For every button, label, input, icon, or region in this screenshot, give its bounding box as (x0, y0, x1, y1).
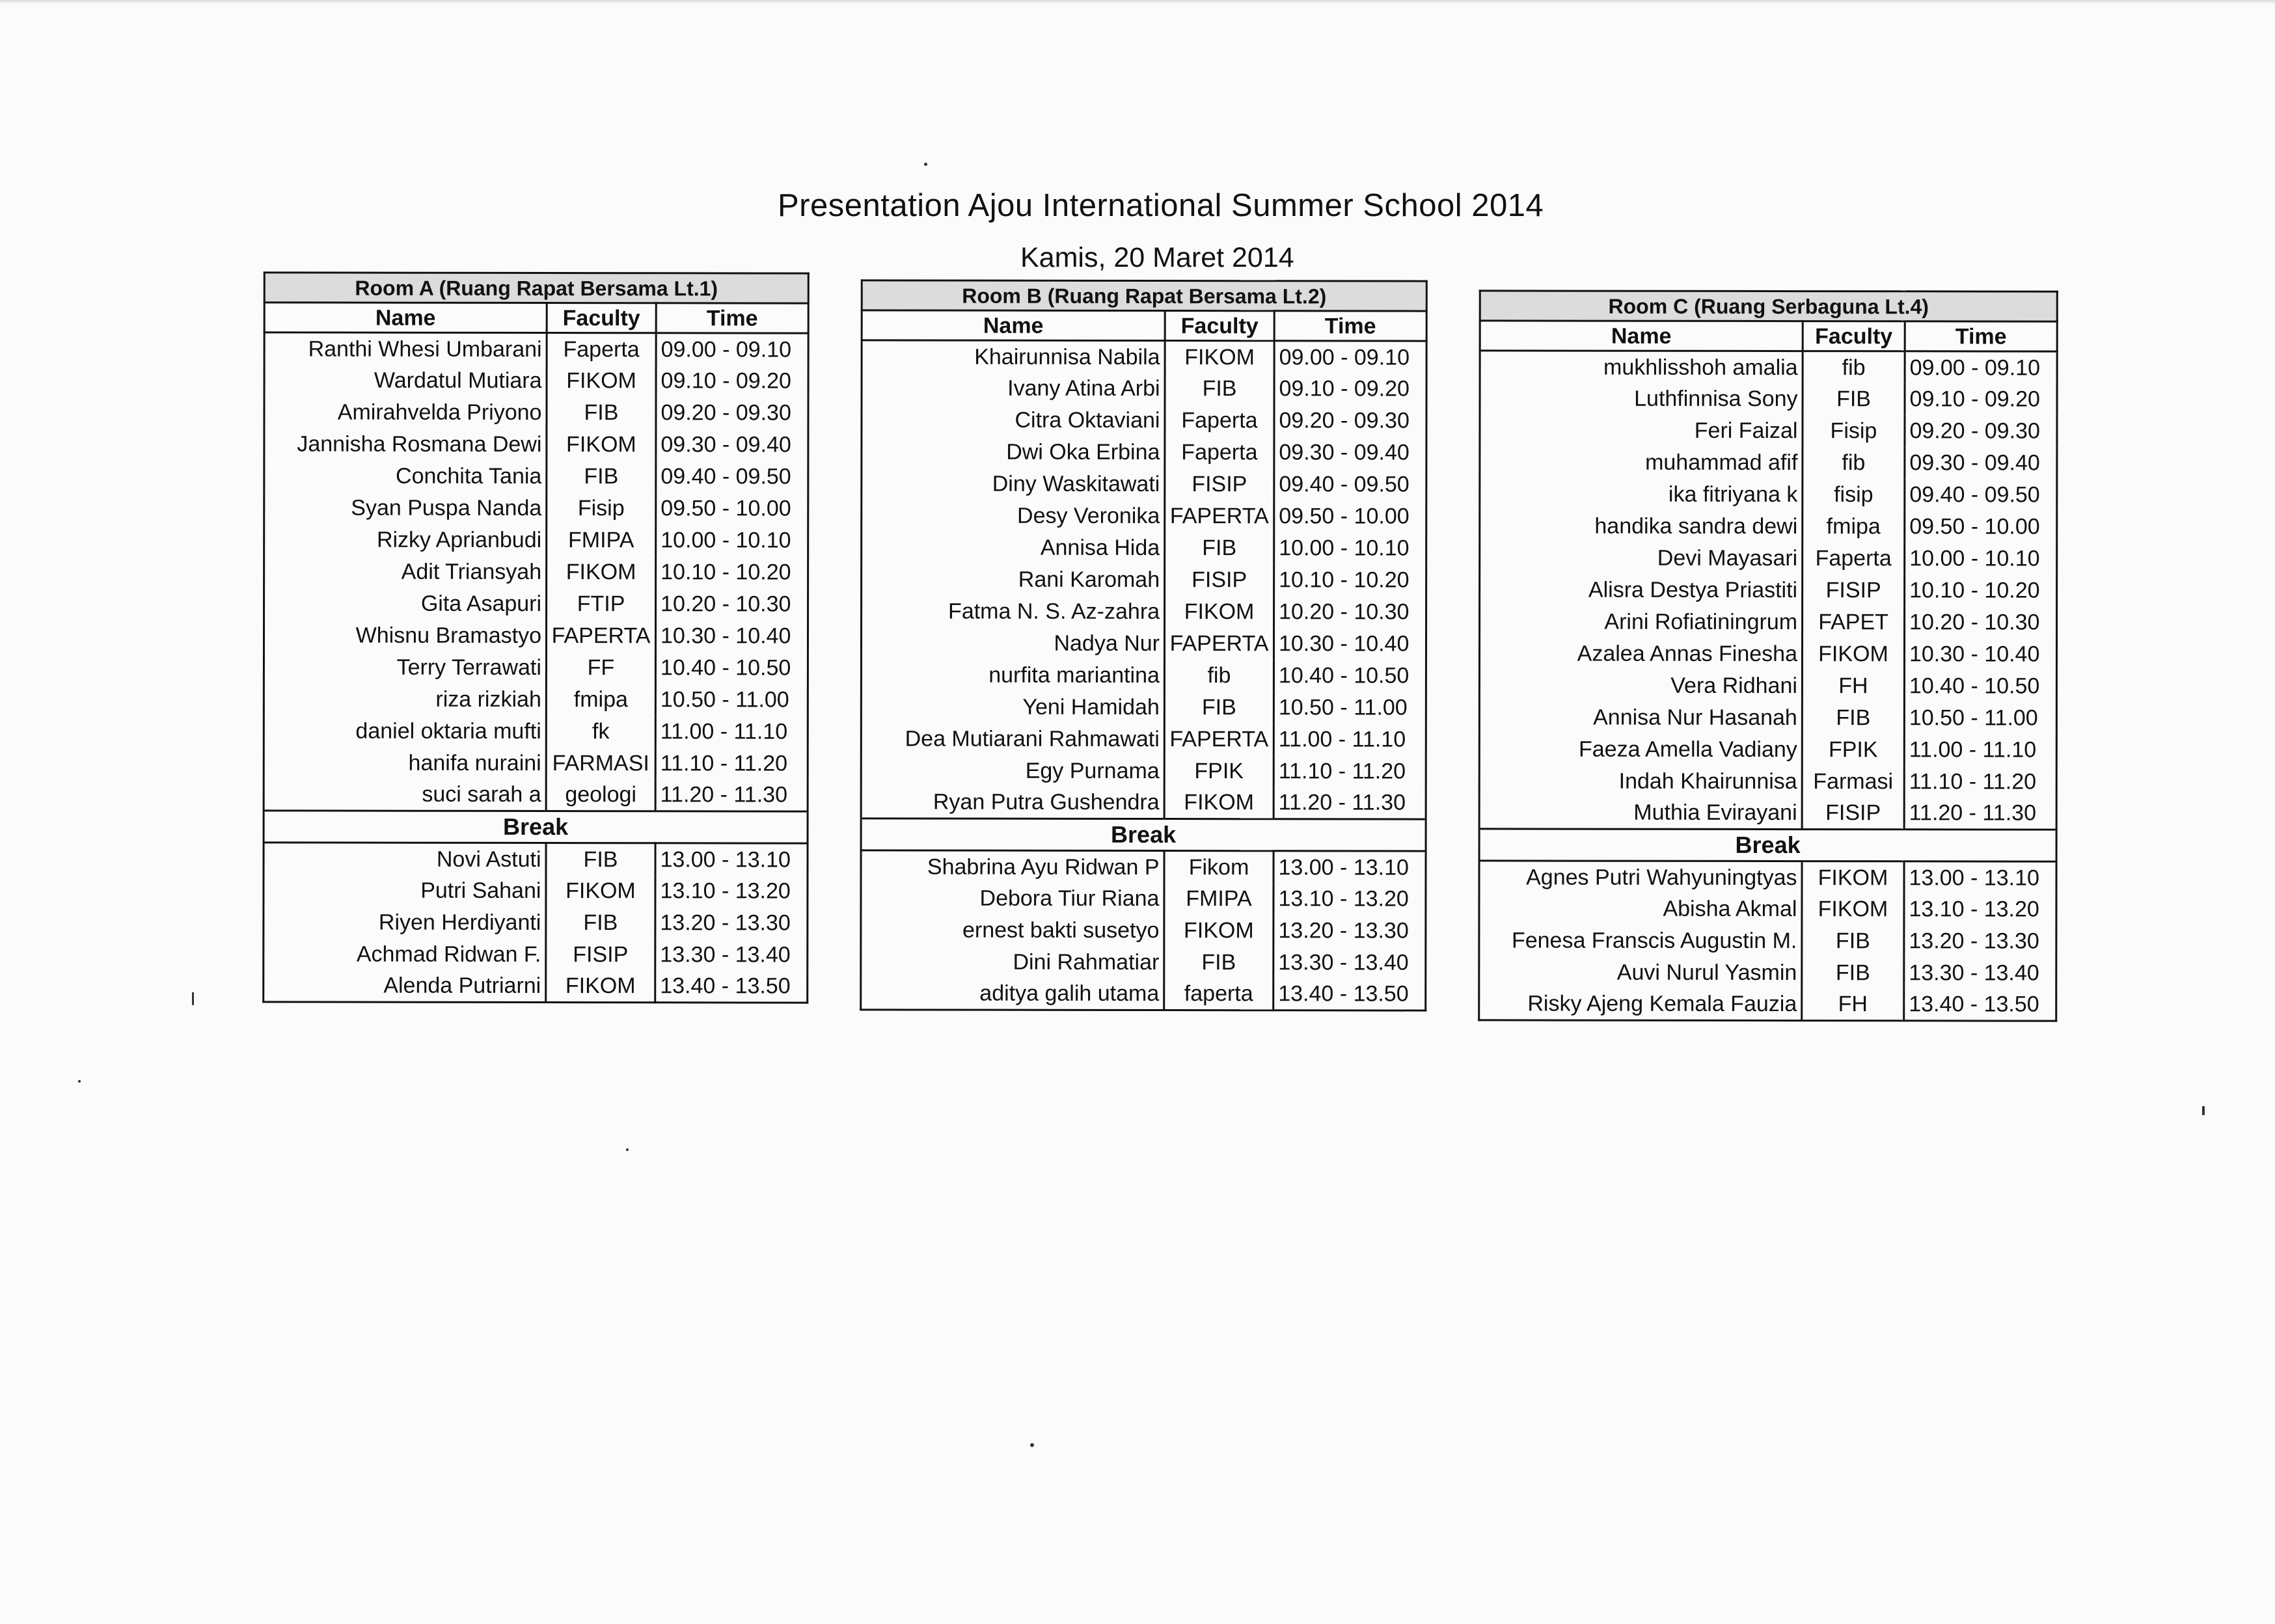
column-header-name: Name (1480, 321, 1803, 351)
schedule-row (862, 563, 1426, 596)
presenter-name: Annisa Nur Hasanah (1479, 701, 1802, 734)
presentation-time: 09.50 - 10.00 (656, 493, 808, 524)
presenter-faculty: FIKOM (1802, 861, 1904, 893)
presenter-faculty: FISIP (1165, 468, 1274, 500)
break-label: Break (861, 819, 1426, 851)
presenter-name: Rani Karomah (862, 563, 1165, 596)
presenter-faculty: FAPERTA (1164, 628, 1274, 660)
schedule-row (264, 874, 808, 907)
presentation-time: 11.20 - 11.30 (1904, 798, 2056, 830)
presenter-name: Dwi Oka Erbina (862, 436, 1165, 468)
schedule-row (1480, 446, 2057, 479)
presenter-name: Nadya Nur (861, 627, 1164, 660)
schedule-row (1479, 988, 2056, 1021)
presenter-faculty: Faperta (1165, 437, 1274, 468)
presenter-faculty: faperta (1164, 979, 1274, 1010)
schedule-row (1479, 701, 2056, 734)
presenter-name: Ivany Atina Arbi (862, 372, 1165, 405)
schedule-row (1479, 670, 2056, 702)
presentation-time: 11.00 - 11.10 (1904, 734, 2056, 766)
break-row (861, 819, 1426, 851)
column-header-row (264, 303, 808, 333)
presentation-time: 10.20 - 10.30 (1905, 606, 2057, 638)
presenter-name: Syan Puspa Nanda (264, 492, 547, 524)
column-header-faculty: Faculty (1803, 321, 1905, 351)
schedule-row (1479, 893, 2056, 925)
presenter-faculty: FH (1802, 989, 1904, 1021)
room-header-row (862, 280, 1426, 311)
presenter-name: Risky Ajeng Kemala Fauzia (1479, 988, 1802, 1021)
presenter-name: Devi Mayasari (1480, 542, 1803, 575)
presenter-name: Auvi Nurul Yasmin (1479, 956, 1802, 989)
presenter-name: riza rizkiah (264, 683, 546, 716)
presenter-faculty: Farmasi (1802, 766, 1904, 798)
presentation-time: 13.40 - 13.50 (655, 971, 808, 1003)
presentation-time: 13.30 - 13.40 (655, 939, 808, 971)
room-label: Room B (Ruang Rapat Bersama Lt.2) (862, 280, 1426, 311)
presentation-time: 10.40 - 10.50 (1904, 670, 2056, 702)
presenter-name: handika sandra dewi (1480, 510, 1803, 543)
presenter-faculty: FAPERTA (546, 620, 655, 652)
presenter-faculty: FIB (547, 461, 656, 493)
presenter-name: Whisnu Bramastyo (264, 619, 546, 652)
scan-speck (626, 1148, 629, 1151)
presenter-name: nurfita mariantina (861, 659, 1164, 692)
schedule-row (1479, 956, 2056, 989)
presenter-name: Alisra Destya Priastiti (1480, 574, 1803, 606)
break-row (264, 811, 808, 843)
document-date: Kamis, 20 Maret 2014 (1020, 242, 1294, 273)
presentation-time: 13.00 - 13.10 (1274, 851, 1426, 883)
presenter-faculty: FF (546, 652, 655, 684)
presenter-faculty: FISIP (1803, 575, 1905, 606)
schedule-row (264, 715, 808, 748)
presenter-faculty: FIB (1802, 702, 1904, 734)
schedule-row (862, 595, 1426, 628)
presentation-time: 11.10 - 11.20 (1274, 755, 1426, 787)
presenter-faculty: FIB (546, 843, 655, 875)
presenter-name: Desy Veronika (862, 500, 1165, 532)
room-b-table (860, 279, 1428, 1011)
presenter-name: Wardatul Mutiara (264, 364, 547, 397)
presenter-faculty: FPIK (1164, 755, 1274, 787)
presenter-faculty: FIKOM (546, 875, 655, 907)
presenter-faculty: FIKOM (1802, 638, 1904, 670)
presenter-faculty: fmipa (1803, 511, 1905, 543)
presenter-faculty: FIB (1165, 373, 1274, 405)
presentation-time: 10.20 - 10.30 (1274, 596, 1426, 628)
presenter-name: suci sarah a (264, 779, 546, 811)
presentation-time: 09.20 - 09.30 (656, 397, 808, 429)
presenter-name: Fatma N. S. Az-zahra (862, 595, 1165, 628)
presenter-name: muhammad afif (1480, 446, 1803, 479)
break-row (1479, 829, 2056, 861)
presenter-faculty: Faperta (1803, 543, 1905, 575)
presentation-time: 09.00 - 09.10 (1274, 341, 1426, 373)
schedule-row (264, 683, 808, 716)
presenter-faculty: fib (1803, 447, 1905, 479)
presenter-faculty: FIKOM (1165, 341, 1274, 373)
presenter-name: Putri Sahani (264, 874, 546, 907)
presentation-time: 10.30 - 10.40 (1904, 638, 2056, 670)
presenter-name: Ranthi Whesi Umbarani (264, 332, 547, 365)
presenter-name: Dini Rahmatiar (861, 946, 1164, 979)
presenter-faculty: FMIPA (547, 524, 656, 556)
presentation-time: 09.50 - 10.00 (1905, 511, 2057, 543)
schedule-row (862, 404, 1426, 437)
presenter-name: Muthia Evirayani (1479, 797, 1802, 830)
column-header-faculty: Faculty (547, 303, 656, 333)
presenter-name: Feri Faizal (1480, 414, 1803, 447)
presenter-faculty: FIB (547, 397, 656, 429)
schedule-row (861, 659, 1426, 692)
presenter-name: Novi Astuti (264, 843, 546, 875)
presenter-faculty: FIB (1164, 947, 1274, 979)
presentation-time: 13.40 - 13.50 (1274, 979, 1426, 1010)
schedule-row (861, 946, 1426, 979)
schedule-row (861, 850, 1426, 883)
schedule-row (862, 468, 1426, 500)
presenter-faculty: Faperta (1165, 405, 1274, 437)
schedule-row (264, 779, 808, 811)
presenter-faculty: Fisip (1803, 415, 1905, 447)
presentation-time: 09.30 - 09.40 (1274, 437, 1426, 468)
presentation-time: 13.40 - 13.50 (1904, 989, 2056, 1021)
presentation-time: 10.50 - 11.00 (655, 684, 808, 716)
column-header-name: Name (264, 303, 547, 333)
presenter-faculty: FISIP (1802, 798, 1904, 830)
schedule-row (861, 882, 1426, 915)
presenter-faculty: FISIP (546, 939, 655, 971)
schedule-row (1479, 797, 2056, 830)
schedule-row (264, 906, 808, 939)
schedule-row (861, 627, 1426, 660)
presentation-time: 10.30 - 10.40 (1274, 628, 1426, 660)
schedule-row (862, 340, 1426, 373)
break-label: Break (1479, 829, 2056, 861)
presenter-faculty: FH (1802, 670, 1904, 702)
schedule-row (264, 428, 808, 461)
room-header-row (264, 273, 808, 303)
presentation-time: 13.20 - 13.30 (1274, 915, 1426, 947)
presentation-time: 10.50 - 11.00 (1274, 692, 1426, 724)
presenter-faculty: FIKOM (1802, 893, 1904, 925)
presenter-faculty: fk (546, 716, 655, 748)
presentation-time: 10.10 - 10.20 (1905, 575, 2057, 606)
presentation-time: 13.20 - 13.30 (1904, 925, 2056, 957)
scan-edge (0, 0, 2275, 4)
presenter-name: Riyen Herdiyanti (264, 906, 546, 939)
presenter-name: Yeni Hamidah (861, 691, 1164, 724)
presenter-name: Rizky Aprianbudi (264, 524, 547, 556)
presenter-faculty: FIKOM (1164, 915, 1274, 947)
schedule-row (1479, 638, 2056, 670)
schedule-row (861, 755, 1426, 787)
presenter-name: hanifa nuraini (264, 747, 546, 779)
presenter-faculty: FIB (1164, 692, 1274, 724)
presentation-time: 09.30 - 09.40 (656, 429, 808, 461)
schedule-row (264, 747, 808, 779)
break-label: Break (264, 811, 808, 843)
presenter-faculty: FIB (546, 907, 655, 939)
schedule-row (1480, 383, 2057, 415)
presentation-time: 11.20 - 11.30 (1274, 787, 1426, 819)
presenter-faculty: FIKOM (547, 429, 656, 461)
schedule-row (264, 396, 808, 429)
presenter-faculty: FAPET (1803, 606, 1905, 638)
presenter-name: Khairunnisa Nabila (862, 340, 1165, 373)
presentation-time: 13.30 - 13.40 (1274, 947, 1426, 979)
room-header-row (1480, 291, 2057, 321)
column-header-row (1480, 321, 2057, 351)
presentation-time: 13.10 - 13.20 (1904, 893, 2056, 925)
presentation-time: 11.00 - 11.10 (1274, 724, 1426, 755)
presenter-name: Conchita Tania (264, 460, 547, 493)
presenter-name: Ryan Putra Gushendra (861, 787, 1164, 819)
presenter-name: Azalea Annas Finesha (1479, 638, 1802, 670)
presentation-time: 09.30 - 09.40 (1905, 447, 2057, 479)
scan-speck (1030, 1443, 1034, 1447)
schedule-row (264, 938, 808, 971)
presenter-name: Citra Oktaviani (862, 404, 1165, 437)
presentation-time: 11.10 - 11.20 (1904, 766, 2056, 798)
schedule-row (264, 843, 808, 875)
presenter-name: Abisha Akmal (1479, 893, 1802, 925)
presentation-time: 10.40 - 10.50 (1274, 660, 1426, 692)
schedule-row (1480, 606, 2057, 638)
schedule-row (862, 436, 1426, 468)
presentation-time: 11.20 - 11.30 (655, 779, 808, 811)
schedule-row (264, 619, 808, 652)
presenter-faculty: FIB (1165, 532, 1274, 564)
column-header-name: Name (862, 310, 1165, 341)
schedule-row (1479, 861, 2056, 893)
presentation-time: 13.00 - 13.10 (1904, 861, 2056, 893)
presenter-name: Diny Waskitawati (862, 468, 1165, 500)
presenter-faculty: FIB (1803, 383, 1905, 415)
presenter-name: Terry Terrawati (264, 651, 546, 684)
presenter-name: Amirahvelda Priyono (264, 396, 547, 429)
schedule-row (861, 723, 1426, 755)
presentation-time: 10.00 - 10.10 (1274, 532, 1426, 564)
column-header-time: Time (1905, 321, 2057, 351)
presenter-name: Annisa Hida (862, 532, 1165, 564)
presentation-time: 09.40 - 09.50 (656, 461, 808, 493)
presenter-name: Adit Triansyah (264, 556, 547, 588)
presentation-time: 10.10 - 10.20 (656, 556, 808, 588)
schedule-row (861, 691, 1426, 724)
column-header-faculty: Faculty (1165, 311, 1274, 341)
column-header-row (862, 310, 1426, 341)
presentation-time: 10.20 - 10.30 (656, 588, 808, 620)
room-c-table (1478, 290, 2058, 1022)
presenter-faculty: FIKOM (547, 365, 656, 397)
presentation-time: 11.10 - 11.20 (655, 748, 808, 779)
schedule-row (264, 460, 808, 493)
room-label: Room C (Ruang Serbaguna Lt.4) (1480, 291, 2057, 321)
schedule-row (264, 556, 808, 588)
schedule-row (1479, 925, 2056, 957)
presenter-name: Egy Purnama (861, 755, 1164, 787)
presenter-name: Shabrina Ayu Ridwan P (861, 850, 1164, 883)
room-a-table (262, 271, 810, 1003)
presenter-faculty: FAPERTA (1165, 500, 1274, 532)
schedule-row (862, 532, 1426, 564)
presentation-time: 09.10 - 09.20 (656, 365, 808, 397)
presenter-faculty: FIKOM (546, 971, 655, 1003)
presenter-name: Luthfinnisa Sony (1480, 383, 1803, 415)
presenter-faculty: fmipa (546, 684, 655, 716)
presenter-name: Vera Ridhani (1479, 670, 1802, 702)
presentation-time: 09.00 - 09.10 (656, 333, 808, 365)
document-title: Presentation Ajou International Summer School 2014 (778, 188, 1544, 223)
presenter-name: Agnes Putri Wahyuningtyas (1479, 861, 1802, 893)
column-header-time: Time (1274, 311, 1426, 341)
schedule-row (1480, 414, 2057, 447)
presentation-time: 09.00 - 09.10 (1905, 351, 2057, 383)
presentation-time: 13.20 - 13.30 (655, 907, 808, 939)
presenter-name: Faeza Amella Vadiany (1479, 733, 1802, 766)
presenter-name: ika fitriyana k (1480, 478, 1803, 511)
presenter-name: Fenesa Franscis Augustin M. (1479, 925, 1802, 957)
schedule-row (264, 651, 808, 684)
schedule-row (264, 588, 808, 620)
presentation-time: 10.00 - 10.10 (656, 524, 808, 556)
room-label: Room A (Ruang Rapat Bersama Lt.1) (264, 273, 808, 303)
schedule-row (1480, 478, 2057, 511)
schedule-row (264, 364, 808, 397)
schedule-row (861, 978, 1426, 1010)
presentation-time: 13.10 - 13.20 (1274, 883, 1426, 915)
schedule-row (264, 332, 808, 365)
scan-speck (2202, 1106, 2205, 1115)
presenter-faculty: fib (1803, 351, 1905, 383)
presenter-faculty: fib (1164, 660, 1274, 692)
presentation-time: 09.10 - 09.20 (1274, 373, 1426, 405)
presentation-time: 09.20 - 09.30 (1905, 415, 2057, 447)
scan-speck (924, 163, 927, 166)
schedule-row (1480, 542, 2057, 575)
presentation-time: 11.00 - 11.10 (655, 716, 808, 748)
presentation-time: 10.10 - 10.20 (1274, 564, 1426, 596)
presenter-faculty: Fikom (1164, 851, 1274, 883)
schedule-row (1480, 351, 2057, 383)
presenter-faculty: FIB (1802, 925, 1904, 957)
column-header-time: Time (656, 303, 808, 333)
presenter-faculty: fisip (1803, 479, 1905, 511)
presenter-faculty: FIKOM (1165, 596, 1274, 628)
schedule-row (264, 970, 808, 1003)
presenter-faculty: FTIP (547, 588, 656, 620)
presentation-time: 13.30 - 13.40 (1904, 957, 2056, 989)
presenter-faculty: FIKOM (547, 556, 656, 588)
presentation-time: 10.40 - 10.50 (655, 652, 808, 684)
presenter-name: Dea Mutiarani Rahmawati (861, 723, 1164, 755)
presentation-time: 09.20 - 09.30 (1274, 405, 1426, 437)
presenter-name: Jannisha Rosmana Dewi (264, 428, 547, 461)
schedule-row (862, 372, 1426, 405)
presenter-faculty: FMIPA (1164, 883, 1274, 915)
presenter-faculty: FAPERTA (1164, 724, 1274, 755)
presenter-name: Arini Rofiatiningrum (1480, 606, 1803, 638)
presentation-time: 09.40 - 09.50 (1905, 479, 2057, 511)
presenter-name: Debora Tiur Riana (861, 882, 1164, 915)
schedule-row (862, 500, 1426, 532)
scan-speck (78, 1080, 81, 1083)
presentation-time: 13.00 - 13.10 (655, 843, 808, 875)
presenter-faculty: FARMASI (546, 748, 655, 779)
schedule-row (861, 787, 1426, 819)
presentation-time: 10.30 - 10.40 (655, 620, 808, 652)
presenter-faculty: geologi (546, 779, 655, 811)
presenter-faculty: Faperta (547, 333, 656, 365)
presenter-name: Gita Asapuri (264, 588, 547, 620)
presenter-faculty: FIB (1802, 957, 1904, 989)
schedule-row (861, 914, 1426, 947)
presenter-name: ernest bakti susetyo (861, 914, 1164, 947)
presentation-time: 09.50 - 10.00 (1274, 500, 1426, 532)
presenter-name: Indah Khairunnisa (1479, 765, 1802, 798)
presenter-name: Achmad Ridwan F. (264, 938, 546, 971)
presenter-name: aditya galih utama (861, 978, 1164, 1010)
schedule-row (264, 492, 808, 524)
presenter-name: daniel oktaria mufti (264, 715, 546, 748)
schedule-row (1479, 733, 2056, 766)
presenter-faculty: FIKOM (1164, 787, 1274, 819)
presenter-faculty: FISIP (1165, 564, 1274, 596)
presentation-time: 13.10 - 13.20 (655, 875, 808, 907)
schedule-row (1480, 574, 2057, 606)
schedule-row (1479, 765, 2056, 798)
presentation-time: 09.40 - 09.50 (1274, 468, 1426, 500)
presenter-faculty: FPIK (1802, 734, 1904, 766)
presentation-time: 10.50 - 11.00 (1904, 702, 2056, 734)
presentation-time: 09.10 - 09.20 (1905, 383, 2057, 415)
scan-speck (192, 992, 194, 1005)
presentation-time: 10.00 - 10.10 (1905, 543, 2057, 575)
schedule-row (264, 524, 808, 556)
presenter-name: mukhlisshoh amalia (1480, 351, 1803, 383)
presenter-name: Alenda Putriarni (264, 970, 546, 1003)
schedule-row (1480, 510, 2057, 543)
presenter-faculty: Fisip (547, 493, 656, 524)
